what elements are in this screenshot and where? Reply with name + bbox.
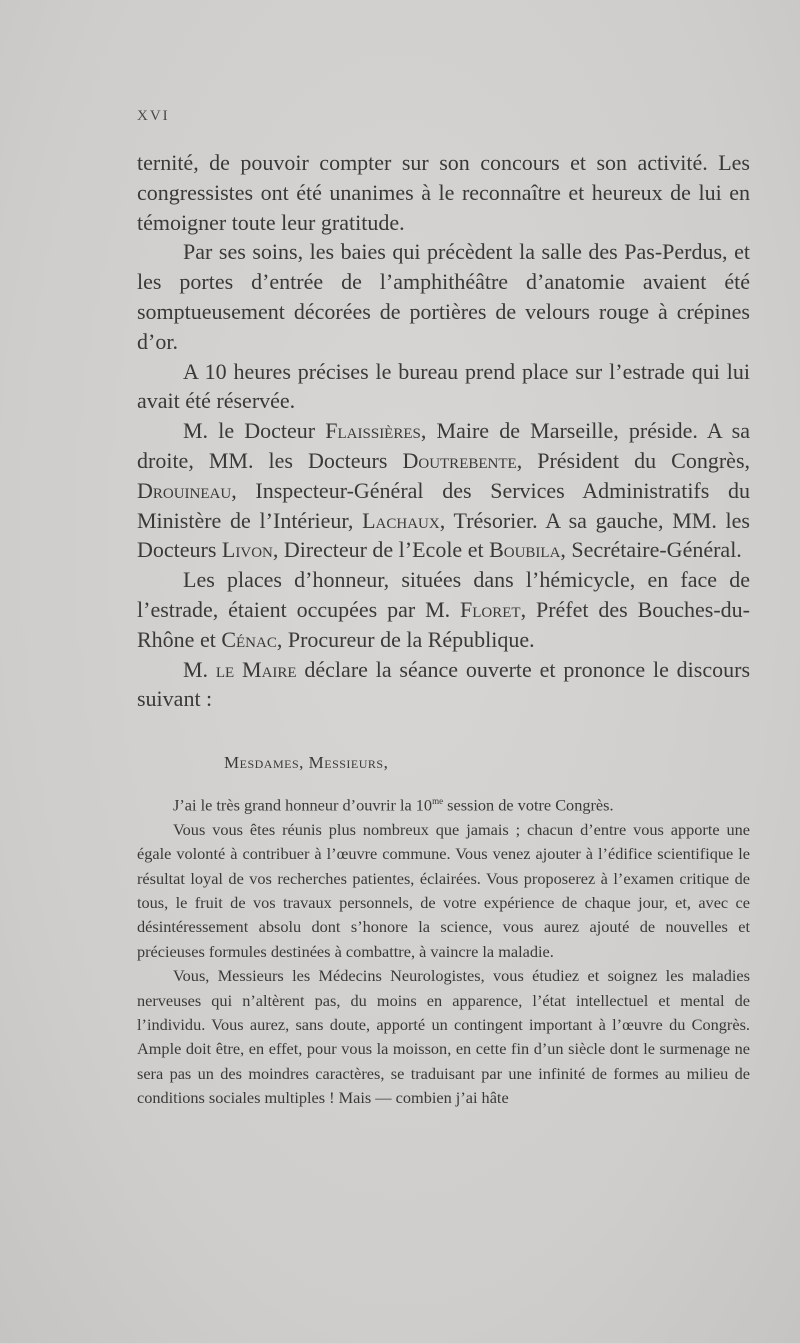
speech-text [137,789,750,1111]
name-drouineau: Drouineau [137,477,232,503]
text-run: , Président du Congrès, [516,447,751,473]
text-run: Les places d’honneur, situées dans l’hémicycle, en face de l’estrade, étaient occupées par M. [137,567,750,622]
text-run: , Secrétaire-Général. [560,537,742,563]
paragraph-mayor-opens [137,655,750,715]
name-doutrebente: Doutrebente [402,447,517,473]
text-run: , Trésorier. A sa gauche, MM. les Docteurs [137,507,750,563]
name-lachaux: Lachaux [362,507,440,533]
text-run: M. [183,656,216,682]
name-livon: Livon [221,537,273,563]
speech-paragraph-contributions: Vous vous êtes réunis plus nombreux que jamais ; chacun d’entre vous apporte une égale volonté à contribuer à l’œuvre commune. Vous venez ajouter à l’édifice scientifique le résultat loyal de vos recherches patientes, éclairées. Vous proposerez à l’examen critique de tous, le fruit de vos travaux personnels, de votre expérience de chaque jour, et, avec ce désintéressement absolu dont s’honore la science, vous aurez ajouté de nouvelles et précieuses formules destinées à combattre, à vaincre la maladie. [137,819,750,961]
title-le-maire: le Maire [215,656,297,682]
text-run: , Maire de Marseille, préside. A sa droite, MM. les Docteurs [137,418,750,473]
paragraph-bureau-members [137,416,750,565]
paragraph-honour-places [137,565,750,654]
text-run: M. le Docteur [183,418,326,444]
paragraph-decorations: Par ses soins, les baies qui précèdent la salle des Pas-Perdus, et les portes d’entrée de l’amphithéâtre d’anatomie avaient été somptueusement décorées de portières de velours rouge à crépines d’or. [137,239,750,354]
text-run: session de votre Congrès. [443,795,614,815]
page-number: XVI [137,108,170,124]
name-cenac: Cénac [221,626,277,652]
text-run: déclare la séance ouverte et prononce le discours suivant : [137,656,751,712]
ordinal-superscript: me [432,796,444,806]
text-run: , Directeur de l’Ecole et [272,537,490,563]
name-flaissieres: Flaissières [325,418,421,444]
text-run: , Inspecteur-Général des Services Administratifs du Ministère de l’Intérieur, [137,477,750,533]
text-run: , Procureur de la République. [276,626,535,652]
paragraph-continuation: ternité, de pouvoir compter sur son concours et son activité. Les congressistes ont été unanimes à le reconnaître et heureux de lui en témoigner toute leur gratitude. [137,150,750,235]
speech-salutation: Mesdames, Messieurs, [224,753,389,772]
report-text [137,148,750,714]
text-run: J’ai le très grand honneur d’ouvrir la 10 [173,795,433,815]
speech-paragraph-neurologists: Vous, Messieurs les Médecins Neurologistes, vous étudiez et soignez les maladies nerveuses qui n’altèrent pas, du moins en apparence, l’état intellectuel et mental de l’individu. Vous aurez, sans doute, apporté un contingent important à l’œuvre du Congrès. Ample doit être, en effet, pour vous la moisson, en cette fin d’un siècle dont le surmenage ne sera pas un des moindres caractères, se traduisant par une infinité de formes au milieu de conditions sociales multiples ! Mais — combien j’ai hâte [137,966,750,1108]
paragraph-bureau-arrival: A 10 heures précises le bureau prend place sur l’estrade qui lui avait été réservée. [137,358,750,414]
text-run: , Préfet des Bouches-du-Rhône et [137,596,750,652]
name-boubila: Boubila [489,537,561,563]
name-floret: Floret [460,596,521,622]
speech-paragraph-opening [137,789,750,818]
